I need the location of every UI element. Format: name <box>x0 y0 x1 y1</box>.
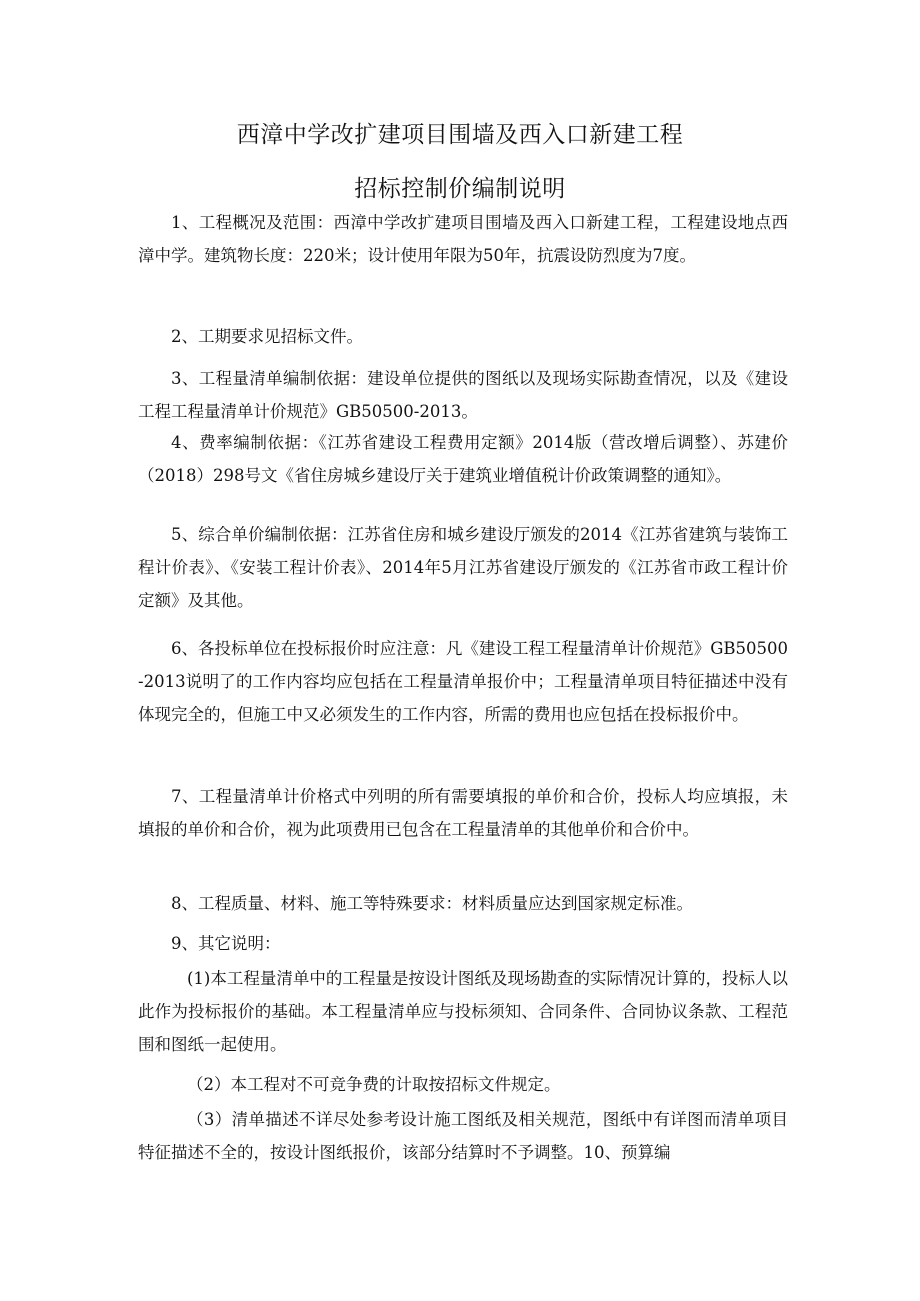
paragraph-pricing-format: 7、工程量清单计价格式中列明的所有需要填报的单价和合价，投标人均应填报，未填报的单价和合价，视为此项费用已包含在工程量清单的其他单价和合价中。 <box>138 787 788 839</box>
paragraph-bidder-notice: 6、各投标单位在投标报价时应注意：凡《建设工程工程量清单计价规范》GB50500-2013说明了的工作内容均应包括在工程量清单报价中；工程量清单项目特征描述中没有体现完全的，但施工中又必须发生的工作内容，所需的费用也应包括在投标报价中。 <box>138 639 788 724</box>
paragraph-rate-basis: 4、费率编制依据：《江苏省建设工程费用定额》2014版（营改增后调整）、苏建价（2018）298号文《省住房城乡建设厅关于建筑业增值税计价政策调整的通知》。 <box>138 433 788 485</box>
paragraph-other-notes-heading: 9、其它说明： <box>171 934 281 953</box>
paragraph-quality-requirements: 8、工程质量、材料、施工等特殊要求：材料质量应达到国家规定标准。 <box>171 894 693 913</box>
paragraph-note-3: （3）清单描述不详尽处参考设计施工图纸及相关规范，图纸中有详图而清单项目特征描述不全的，按设计图纸报价，该部分结算时不予调整。10、预算编 <box>138 1110 788 1162</box>
document-subtitle: 招标控制价编制说明 <box>354 176 566 202</box>
paragraph-project-overview: 1、工程概况及范围：西漳中学改扩建项目围墙及西入口新建工程，工程建设地点西漳中学。建筑物长度：220米；设计使用年限为50年，抗震设防烈度为7度。 <box>138 213 788 265</box>
paragraph-unit-price-basis: 5、综合单价编制依据：江苏省住房和城乡建设厅颁发的2014《江苏省建筑与装饰工程计价表》、《安装工程计价表》、2014年5月江苏省建设厅颁发的《江苏省市政工程计价定额》及其他。 <box>138 525 788 610</box>
paragraph-bill-basis: 3、工程量清单编制依据：建设单位提供的图纸以及现场实际勘查情况，以及《建设工程工程量清单计价规范》GB50500-2013。 <box>138 369 788 421</box>
paragraph-note-2: （2）本工程对不可竞争费的计取按招标文件规定。 <box>187 1075 561 1094</box>
document-title: 西漳中学改扩建项目围墙及西入口新建工程 <box>236 122 684 148</box>
paragraph-schedule: 2、工期要求见招标文件。 <box>171 327 363 346</box>
paragraph-note-1: (1)本工程量清单中的工程量是按设计图纸及现场勘查的实际情况计算的，投标人以此作为投标报价的基础。本工程量清单应与投标须知、合同条件、合同协议条款、工程范围和图纸一起使用。 <box>138 969 788 1054</box>
